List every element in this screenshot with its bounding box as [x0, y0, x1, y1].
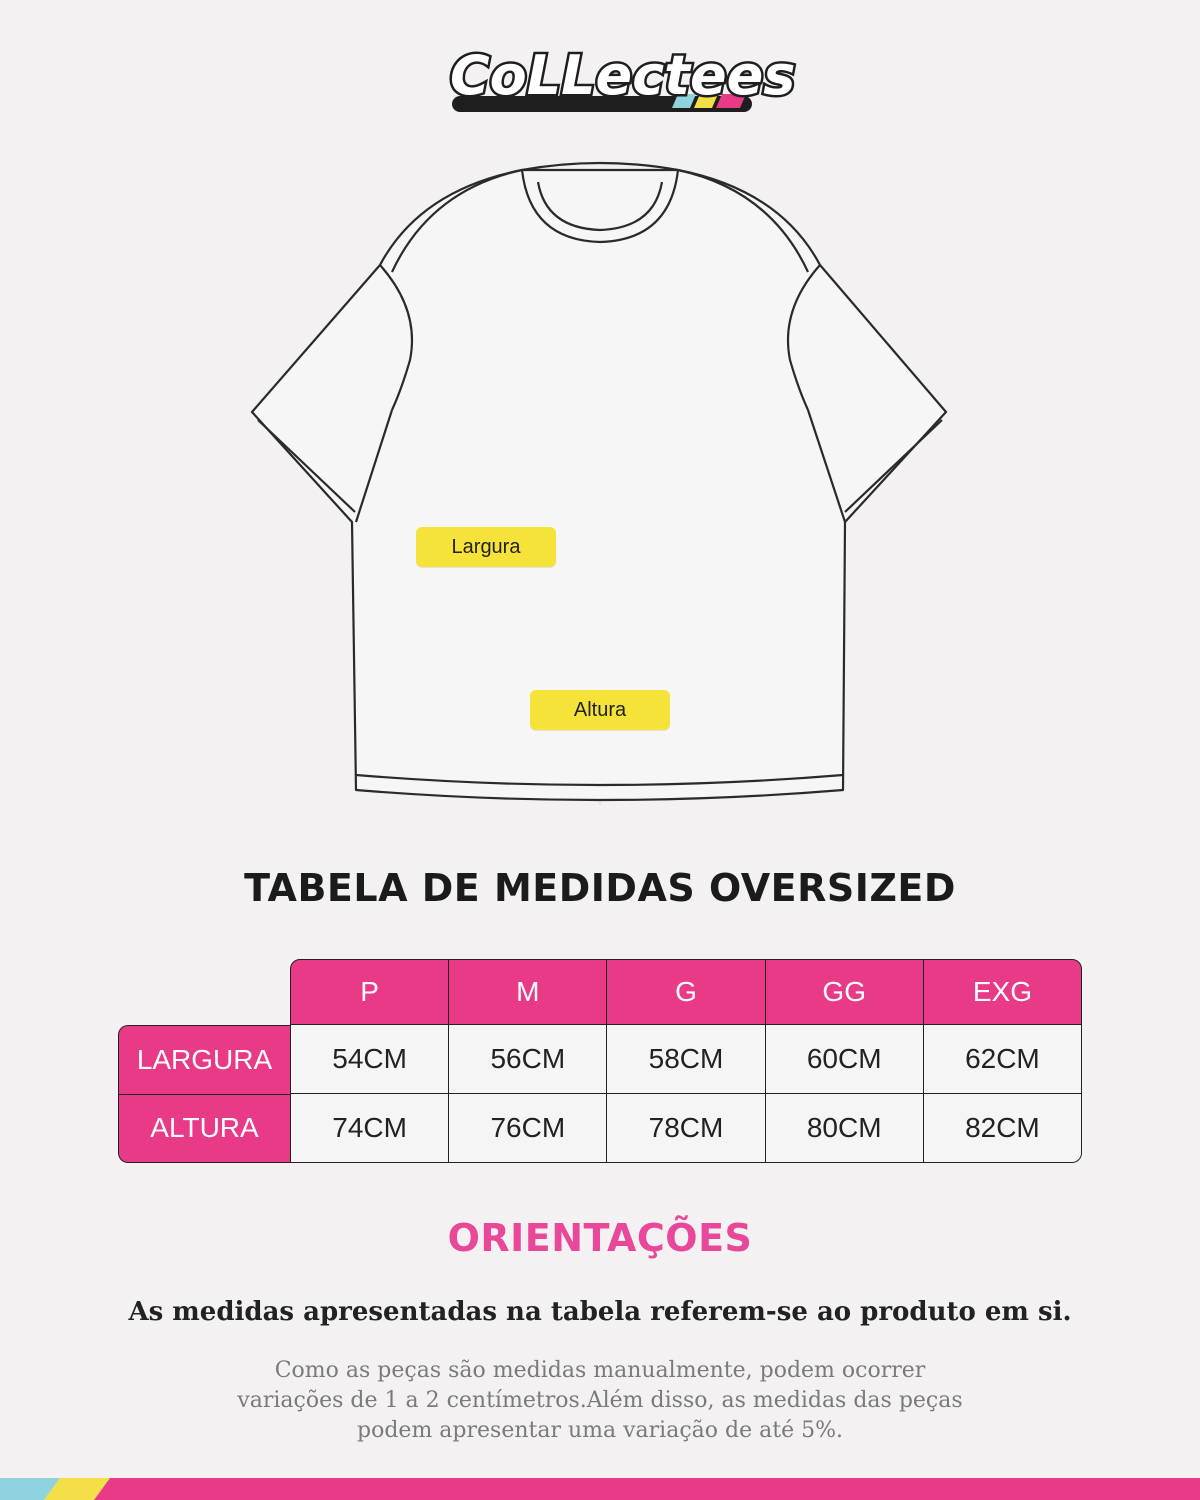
size-header-m: M	[449, 960, 607, 1024]
guidance-line: Como as peças são medidas manualmente, podem ocorrer	[274, 1358, 926, 1383]
size-chart-title: TABELA DE MEDIDAS OVERSIZED	[244, 866, 956, 910]
table-cell: 78CM	[607, 1094, 765, 1162]
table-row	[291, 1025, 1081, 1094]
decorative-stripes	[0, 1478, 1200, 1500]
table-cell: 82CM	[965, 1112, 1040, 1143]
guidance-line: podem apresentar uma variação de até 5%.	[357, 1418, 843, 1443]
measure-label-column	[118, 1025, 290, 1163]
size-header-row	[290, 959, 1082, 1025]
collectees-logo	[0, 40, 1200, 130]
width-label: Largura	[416, 527, 556, 567]
table-cell: 80CM	[766, 1094, 924, 1162]
guidance-main-note: As medidas apresentadas na tabela referem-se ao produto em si.	[128, 1297, 1072, 1327]
guidance-heading: ORIENTAÇÕES	[447, 1216, 753, 1260]
table-row	[291, 1094, 1081, 1162]
table-cell: 56CM	[449, 1025, 607, 1093]
table-cell: 54CM	[291, 1025, 449, 1093]
table-cell: 58CM	[607, 1025, 765, 1093]
logo-lettering: CoLLectees	[450, 44, 796, 107]
measure-values	[290, 1025, 1082, 1163]
guidance-line: variações de 1 a 2 centímetros.Além disso, as medidas das peças	[237, 1388, 963, 1413]
size-table	[118, 959, 1084, 1165]
size-header-p: P	[291, 960, 449, 1024]
table-cell: 76CM	[449, 1094, 607, 1162]
guidance-details	[220, 1356, 980, 1446]
table-cell: 62CM	[965, 1043, 1040, 1074]
size-header-exg: EXG	[972, 976, 1032, 1007]
size-header-g: G	[607, 960, 765, 1024]
table-cell: 60CM	[766, 1025, 924, 1093]
height-label: Altura	[530, 690, 670, 730]
row-label-largura: LARGURA	[119, 1026, 290, 1095]
row-label-altura: ALTURA	[150, 1112, 259, 1144]
size-header-gg: GG	[766, 960, 924, 1024]
table-cell: 74CM	[291, 1094, 449, 1162]
